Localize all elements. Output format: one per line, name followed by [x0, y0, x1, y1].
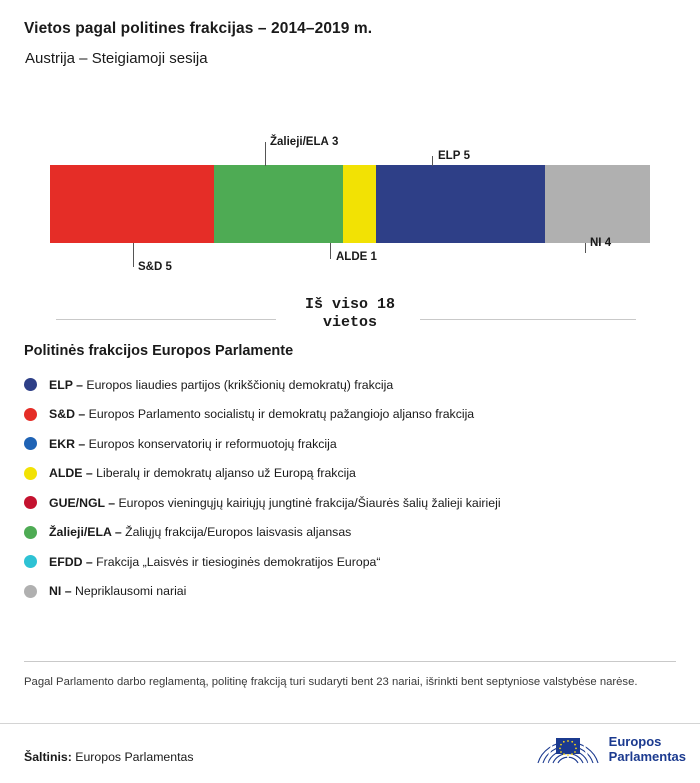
bottom-divider: [0, 723, 700, 724]
bar-segment-zalieji-ela: [214, 165, 343, 243]
legend-abbr-elp: ELP –: [49, 377, 83, 392]
legend-item-zalieji-ela: [24, 518, 676, 548]
bar-segment-ni: [545, 165, 650, 243]
legend-item-elp: [24, 370, 676, 400]
total-seats-line1: Iš viso 18: [304, 296, 395, 313]
leader-line-zalieji-ela: [265, 142, 266, 166]
legend-heading: Politinės frakcijos Europos Parlamente: [24, 343, 294, 359]
leader-line-elp: [432, 156, 433, 166]
legend-color-dot-elp: [24, 378, 37, 391]
legend-item-ni: [24, 577, 676, 607]
legend-abbr-alde: ALDE –: [49, 466, 93, 481]
page-title: Vietos pagal politines frakcijas – 2014–2019 m.: [24, 20, 373, 37]
seat-distribution-chart: [0, 120, 700, 300]
legend-color-dot-ekr: [24, 437, 37, 450]
total-seats: [0, 296, 700, 342]
logo-line-1: Europos: [608, 734, 662, 749]
source-value: Europos Parlamentas: [75, 750, 194, 764]
legend-item-ekr: [24, 429, 676, 459]
legend-color-dot-zalieji-ela: [24, 526, 37, 539]
legend-text-sd: Europos Parlamento socialistų ir demokratų pažangiojo aljanso frakcija: [88, 407, 475, 422]
legend-item-sd: [24, 400, 676, 430]
legend-color-dot-alde: [24, 467, 37, 480]
legend: [24, 370, 676, 606]
legend-item-efdd: [24, 547, 676, 577]
bar-label-ni: NI 4: [590, 237, 612, 249]
legend-text-efdd: Frakcija „Laisvės ir tiesioginės demokratijos Europa“: [96, 554, 381, 569]
legend-text-alde: Liberalų ir demokratų aljanso už Europą frakcija: [96, 466, 356, 481]
legend-color-dot-ni: [24, 585, 37, 598]
legend-abbr-sd: S&D –: [49, 407, 86, 422]
legend-color-dot-efdd: [24, 555, 37, 568]
legend-abbr-gue-ngl: GUE/NGL –: [49, 495, 116, 510]
legend-abbr-ekr: EKR –: [49, 436, 86, 451]
leader-line-ni: [585, 243, 586, 253]
bar-segment-elp: [376, 165, 545, 243]
legend-abbr-zalieji-ela: Žalieji/ELA –: [49, 525, 122, 540]
legend-text-zalieji-ela: Žaliųjų frakcija/Europos laisvasis aljansas: [125, 525, 352, 540]
bar-label-alde: ALDE 1: [336, 251, 377, 263]
legend-color-dot-gue-ngl: [24, 496, 37, 509]
legend-abbr-ni: NI –: [49, 584, 72, 599]
leader-line-alde: [330, 243, 331, 259]
legend-text-ekr: Europos konservatorių ir reformuotojų frakcija: [88, 436, 337, 451]
legend-item-alde: [24, 459, 676, 489]
logo-wordmark: [609, 734, 686, 764]
bar-segment-alde: [343, 165, 376, 243]
stacked-bar: [50, 165, 650, 243]
footnote-divider: [24, 661, 676, 662]
page-subtitle: Austrija – Steigiamoji sesija: [25, 50, 208, 67]
parliament-hemicycle-icon: [535, 730, 601, 768]
legend-color-dot-sd: [24, 408, 37, 421]
total-seats-text: [0, 296, 700, 332]
source-line: [24, 750, 194, 764]
bar-label-elp: ELP 5: [438, 150, 470, 162]
logo-line-2: Parlamentas: [608, 749, 686, 764]
footnote-text: Pagal Parlamento darbo reglamentą, politinę frakciją turi sudaryti bent 23 nariai, išrinkti bent septyniose valstybėse narėse.: [24, 676, 638, 688]
leader-line-sd: [133, 243, 134, 267]
source-label: Šaltinis:: [24, 750, 72, 764]
legend-text-ni: Nepriklausomi nariai: [74, 584, 187, 599]
bar-label-sd: S&D 5: [138, 261, 172, 273]
legend-text-elp: Europos liaudies partijos (krikščionių demokratų) frakcija: [86, 377, 394, 392]
total-seats-line2: vietos: [322, 314, 377, 331]
legend-abbr-efdd: EFDD –: [49, 554, 93, 569]
european-parliament-logo: [535, 730, 686, 768]
bar-label-zalieji-ela: Žalieji/ELA 3: [270, 136, 339, 148]
legend-item-gue-ngl: [24, 488, 676, 518]
bar-segment-sd: [50, 165, 214, 243]
legend-text-gue-ngl: Europos vieningųjų kairiųjų jungtinė frakcija/Šiaurės šalių žalieji kairieji: [118, 495, 501, 510]
